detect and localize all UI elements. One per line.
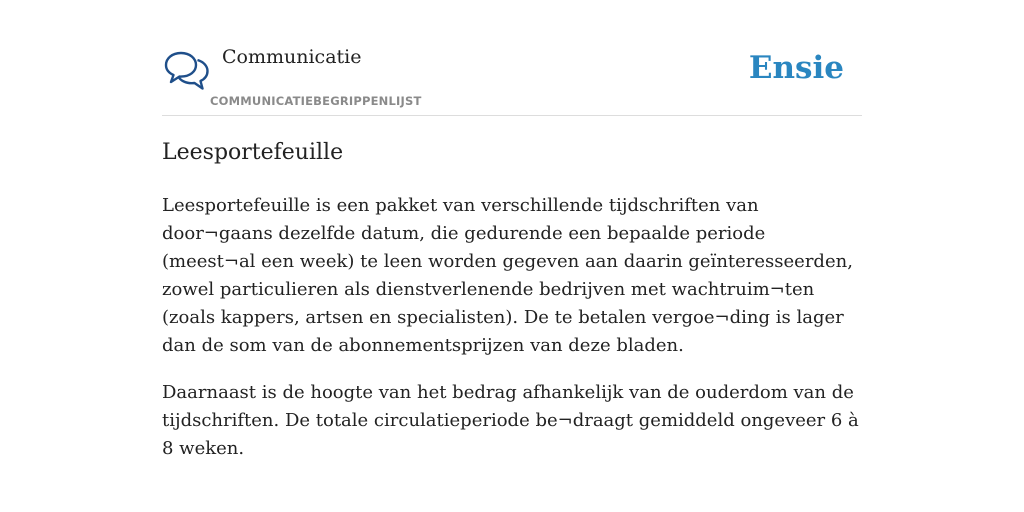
speech-bubbles-icon[interactable] (164, 50, 210, 94)
article-body (162, 192, 862, 482)
article-paragraph: Daarnaast is de hoogte van het bedrag afhankelijk van de ouderdom van de tijdschriften. De totale circulatieperiode be¬draagt gemiddeld ongeveer 6 à 8 weken. (162, 382, 859, 459)
article-title: Leesportefeuille (162, 140, 344, 165)
category-header (162, 40, 862, 116)
category-subtitle[interactable]: COMMUNICATIEBEGRIPPENLIJST (210, 94, 422, 108)
article-paragraph: Leesportefeuille is een pakket van verschillende tijdschriften van door¬gaans dezelfde datum, die gedurende een bepaalde periode (meest¬al een week) te leen worden gegeven aan daarin geïnteresseerden, zowel particulieren als dienstverlenende bedrijven met wachtruim¬ten (zoals kappers, artsen en specialisten). De te betalen vergoe¬ding is lager dan de som van de abonnementsprijzen van deze bladen. (162, 195, 853, 356)
category-title[interactable]: Communicatie (222, 46, 362, 68)
brand-logo[interactable]: Ensie (748, 50, 844, 86)
